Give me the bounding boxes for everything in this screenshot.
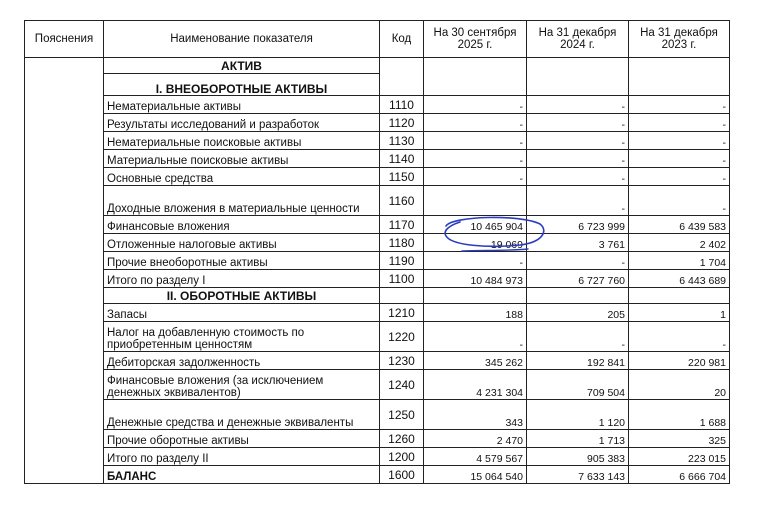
row-value-2025: 10 484 973: [424, 270, 527, 288]
table-row: [25, 168, 730, 186]
row-value-2025: 15 064 540: [424, 466, 527, 484]
header-col-2025: На 30 сентября 2025 г.: [424, 21, 527, 58]
row-name: Прочие внеоборотные активы: [104, 252, 380, 270]
row-value-2024: 1 120: [527, 400, 629, 430]
section-row-noncurrent: [25, 74, 730, 96]
row-value-2024: -: [527, 150, 629, 168]
row-code: 1110: [380, 96, 424, 114]
row-code: 1600: [380, 466, 424, 484]
table-row: [25, 234, 730, 252]
row-value-2024: -: [527, 322, 629, 352]
row-value-2023: 2 402: [629, 234, 730, 252]
row-name: Финансовые вложения (за исключением денежных эквивалентов): [104, 370, 380, 400]
row-code: 1260: [380, 430, 424, 448]
row-value-2024: -: [527, 132, 629, 150]
row-code: 1200: [380, 448, 424, 466]
row-value-2024: 3 761: [527, 234, 629, 252]
header-row: [25, 21, 730, 58]
row-value-2024: 1 713: [527, 430, 629, 448]
row-code: 1250: [380, 400, 424, 430]
row-name: БАЛАНС: [104, 466, 380, 484]
explanation-cell: [25, 58, 104, 74]
row-name: Нематериальные поисковые активы: [104, 132, 380, 150]
row-code: 1220: [380, 322, 424, 352]
table-row: [25, 304, 730, 322]
row-value-2025: 4 579 567: [424, 448, 527, 466]
row-value-2024: 6 727 760: [527, 270, 629, 288]
table-row-financial-investments: [25, 216, 730, 234]
table-row: [25, 150, 730, 168]
row-code: 1120: [380, 114, 424, 132]
row-value-2025: 4 231 304: [424, 370, 527, 400]
table-row: [25, 252, 730, 270]
row-value-2023: -: [629, 132, 730, 150]
row-value-2025: 345 262: [424, 352, 527, 370]
row-value-2023: 1: [629, 304, 730, 322]
row-code: 1130: [380, 132, 424, 150]
row-value-2025: -: [424, 252, 527, 270]
table-row-total-1: [25, 270, 730, 288]
table-row-total-2: [25, 448, 730, 466]
row-value-2023: -: [629, 114, 730, 132]
row-value-2024: 905 383: [527, 448, 629, 466]
table-row: [25, 352, 730, 370]
row-value-2023: -: [629, 168, 730, 186]
table-row: [25, 322, 730, 352]
row-value-2023: 325: [629, 430, 730, 448]
table-row: [25, 430, 730, 448]
row-name: Результаты исследований и разработок: [104, 114, 380, 132]
row-value-2023: 1 688: [629, 400, 730, 430]
row-code: 1100: [380, 270, 424, 288]
row-name: Дебиторская задолженность: [104, 352, 380, 370]
section-noncurrent: I. ВНЕОБОРОТНЫЕ АКТИВЫ: [104, 74, 380, 96]
row-name: Основные средства: [104, 168, 380, 186]
row-value-2024: -: [527, 96, 629, 114]
table-row: [25, 370, 730, 400]
row-name: Прочие оборотные активы: [104, 430, 380, 448]
row-value-2024: -: [527, 168, 629, 186]
row-value-2025: 2 470: [424, 430, 527, 448]
header-explanations: Пояснения: [25, 21, 104, 58]
row-value-2025: -: [424, 114, 527, 132]
row-name: Итого по разделу II: [104, 448, 380, 466]
row-name: Нематериальные активы: [104, 96, 380, 114]
row-value-2025-struck: 19 069: [424, 234, 527, 252]
row-value-2024: 205: [527, 304, 629, 322]
row-value-2023: 6 666 704: [629, 466, 730, 484]
row-value-2024: -: [527, 252, 629, 270]
row-value-2023: -: [629, 150, 730, 168]
row-value-2025: 188: [424, 304, 527, 322]
table-row-balance: [25, 466, 730, 484]
row-value-2023: 20: [629, 370, 730, 400]
section-row-current: [25, 288, 730, 304]
section-row-asset: [25, 58, 730, 74]
row-value-2024: 192 841: [527, 352, 629, 370]
row-code: 1160: [380, 186, 424, 216]
row-value-2025: -: [424, 168, 527, 186]
row-value-2023: 6 439 583: [629, 216, 730, 234]
row-value-2024: 7 633 143: [527, 466, 629, 484]
row-value-2024: -: [527, 114, 629, 132]
row-name: Доходные вложения в материальные ценности: [104, 186, 380, 216]
row-code: 1150: [380, 168, 424, 186]
row-name: Денежные средства и денежные эквиваленты: [104, 400, 380, 430]
row-name: Финансовые вложения: [104, 216, 380, 234]
row-value-2023: -: [629, 186, 730, 216]
row-name: Налог на добавленную стоимость по приобретенным ценностям: [104, 322, 380, 352]
row-code: 1240: [380, 370, 424, 400]
table-row: [25, 114, 730, 132]
row-name: Материальные поисковые активы: [104, 150, 380, 168]
row-value-2023: 223 015: [629, 448, 730, 466]
row-code: 1210: [380, 304, 424, 322]
row-value-2025: 343: [424, 400, 527, 430]
row-value-2025: -: [424, 132, 527, 150]
row-value-2023: -: [629, 322, 730, 352]
table-row: [25, 132, 730, 150]
row-value-2025: -: [424, 322, 527, 352]
header-col-2023: На 31 декабря 2023 г.: [629, 21, 730, 58]
section-current: II. ОБОРОТНЫЕ АКТИВЫ: [104, 288, 380, 304]
row-value-2025: -: [424, 150, 527, 168]
row-value-2025: [424, 186, 527, 216]
row-code: 1170: [380, 216, 424, 234]
row-code: 1230: [380, 352, 424, 370]
row-value-2023: 6 443 689: [629, 270, 730, 288]
header-indicator: Наименование показателя: [104, 21, 380, 58]
row-value-2024: 6 723 999: [527, 216, 629, 234]
row-name: Запасы: [104, 304, 380, 322]
row-value-2023: 220 981: [629, 352, 730, 370]
table-row: [25, 96, 730, 114]
row-code: 1190: [380, 252, 424, 270]
section-asset: АКТИВ: [104, 58, 380, 74]
table-row: [25, 400, 730, 430]
row-value-2024: 709 504: [527, 370, 629, 400]
row-value-2023: -: [629, 96, 730, 114]
row-code: 1140: [380, 150, 424, 168]
row-value-2023: 1 704: [629, 252, 730, 270]
balance-sheet: [24, 20, 729, 496]
row-value-2025-circled: 10 465 904: [424, 216, 527, 234]
row-name: Отложенные налоговые активы: [104, 234, 380, 252]
table-row: [25, 186, 730, 216]
header-code: Код: [380, 21, 424, 58]
row-value-2024: -: [527, 186, 629, 216]
header-col-2024: На 31 декабря 2024 г.: [527, 21, 629, 58]
row-name: Итого по разделу I: [104, 270, 380, 288]
row-code: 1180: [380, 234, 424, 252]
balance-table: [24, 20, 730, 484]
row-value-2025: -: [424, 96, 527, 114]
